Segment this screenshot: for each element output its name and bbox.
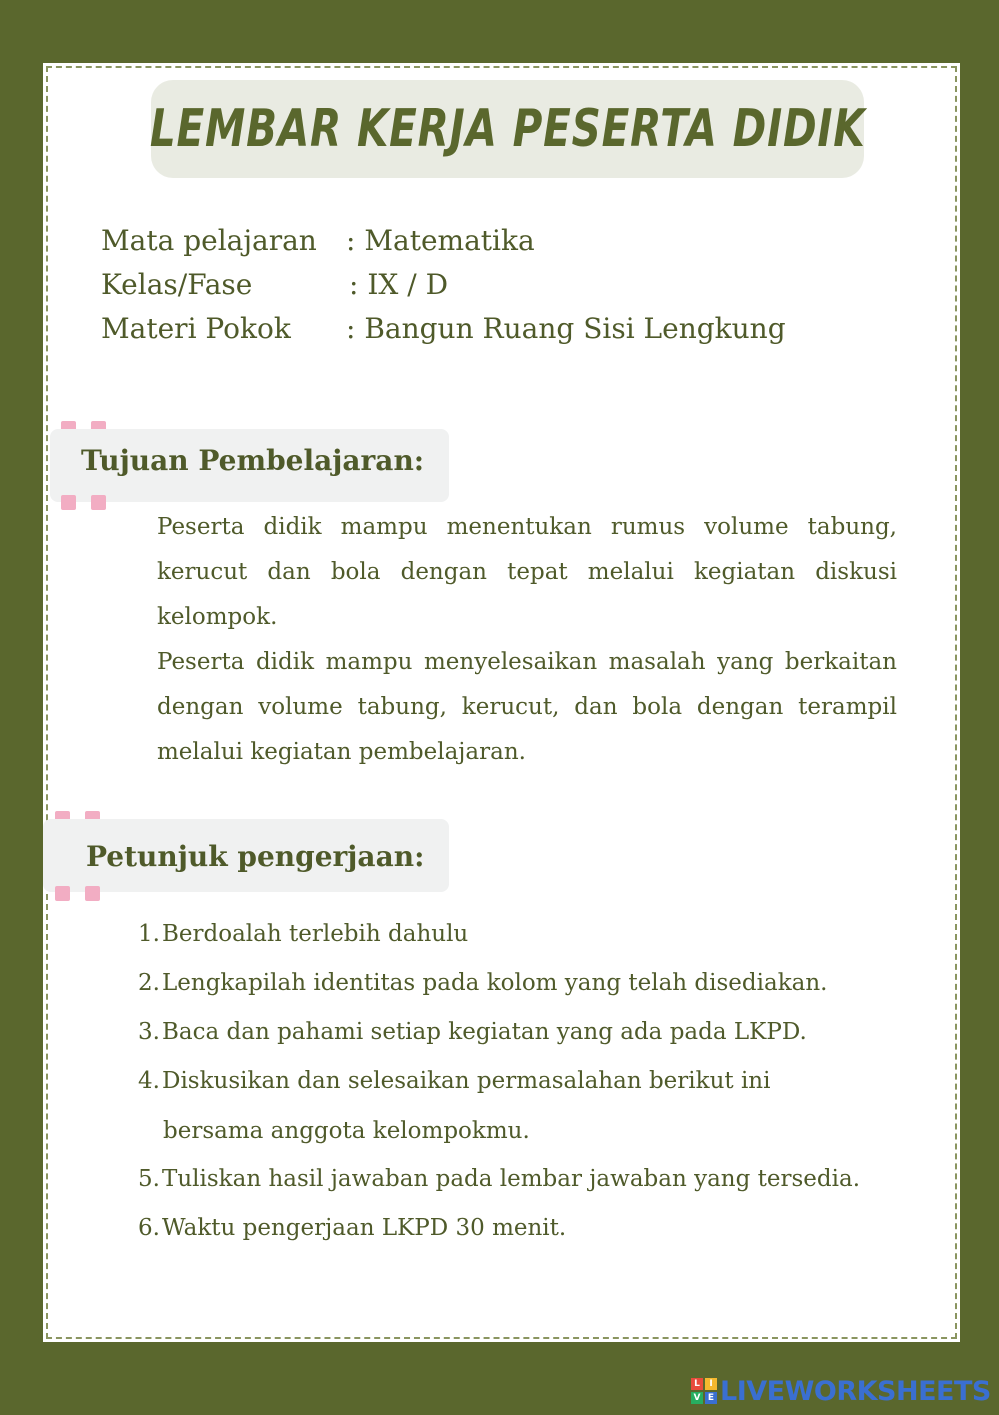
step-number: 2. [138,970,160,996]
info-label: Mata pelajaran [101,224,317,257]
page-title: LEMBAR KERJA PESERTA DIDIK [149,99,866,159]
liveworksheets-wordmark: LIVEWORKSHEETS [720,1375,991,1407]
decor-dot [91,495,106,510]
info-value: : IX / D [349,268,449,301]
liveworksheets-logo [691,1374,991,1408]
logo-icon-letter: V [691,1392,703,1404]
step-text: Tuliskan hasil jawaban pada lembar jawaban yang tersedia. [162,1166,861,1192]
decor-dot [55,886,70,901]
step-text: Lengkapilah identitas pada kolom yang telah disediakan. [162,970,828,996]
step-number: 4. [138,1068,160,1094]
step-number: 1. [138,921,160,947]
logo-icon-letter: L [691,1378,703,1390]
step-text: Berdoalah terlebih dahulu [162,921,469,947]
tujuan-heading: Tujuan Pembelajaran: [81,444,425,477]
step-number: 3. [138,1019,160,1045]
tujuan-paragraph: Peserta didik mampu menentukan rumus volume tabung, kerucut dan bola dengan tepat melalui kegiatan diskusi kelompok. [157,514,897,630]
step-number: 6. [138,1215,160,1241]
info-value: : Bangun Ruang Sisi Lengkung [346,312,786,345]
step-text: Waktu pengerjaan LKPD 30 menit. [162,1215,567,1241]
info-label: Kelas/Fase [101,268,253,301]
step-number: 5. [138,1166,160,1192]
step-text: Diskusikan dan selesaikan permasalahan berikut ini [162,1068,771,1094]
decor-dot [61,495,76,510]
title-banner [151,80,864,178]
info-label: Materi Pokok [101,312,291,345]
step-text: Baca dan pahami setiap kegiatan yang ada pada LKPD. [162,1019,807,1045]
petunjuk-heading: Petunjuk pengerjaan: [86,840,425,873]
step-text-continued: bersama anggota kelompokmu. [163,1118,530,1144]
tujuan-paragraphs [157,505,897,775]
liveworksheets-icon [691,1378,717,1404]
logo-icon-letter: I [705,1378,717,1390]
tujuan-paragraph: Peserta didik mampu menyelesaikan masalah yang berkaitan dengan volume tabung, kerucut, dan bola dengan terampil melalui kegiatan pembelajaran. [157,649,897,765]
logo-icon-letter: E [705,1392,717,1404]
info-value: : Matematika [346,224,535,257]
decor-dot [85,886,100,901]
